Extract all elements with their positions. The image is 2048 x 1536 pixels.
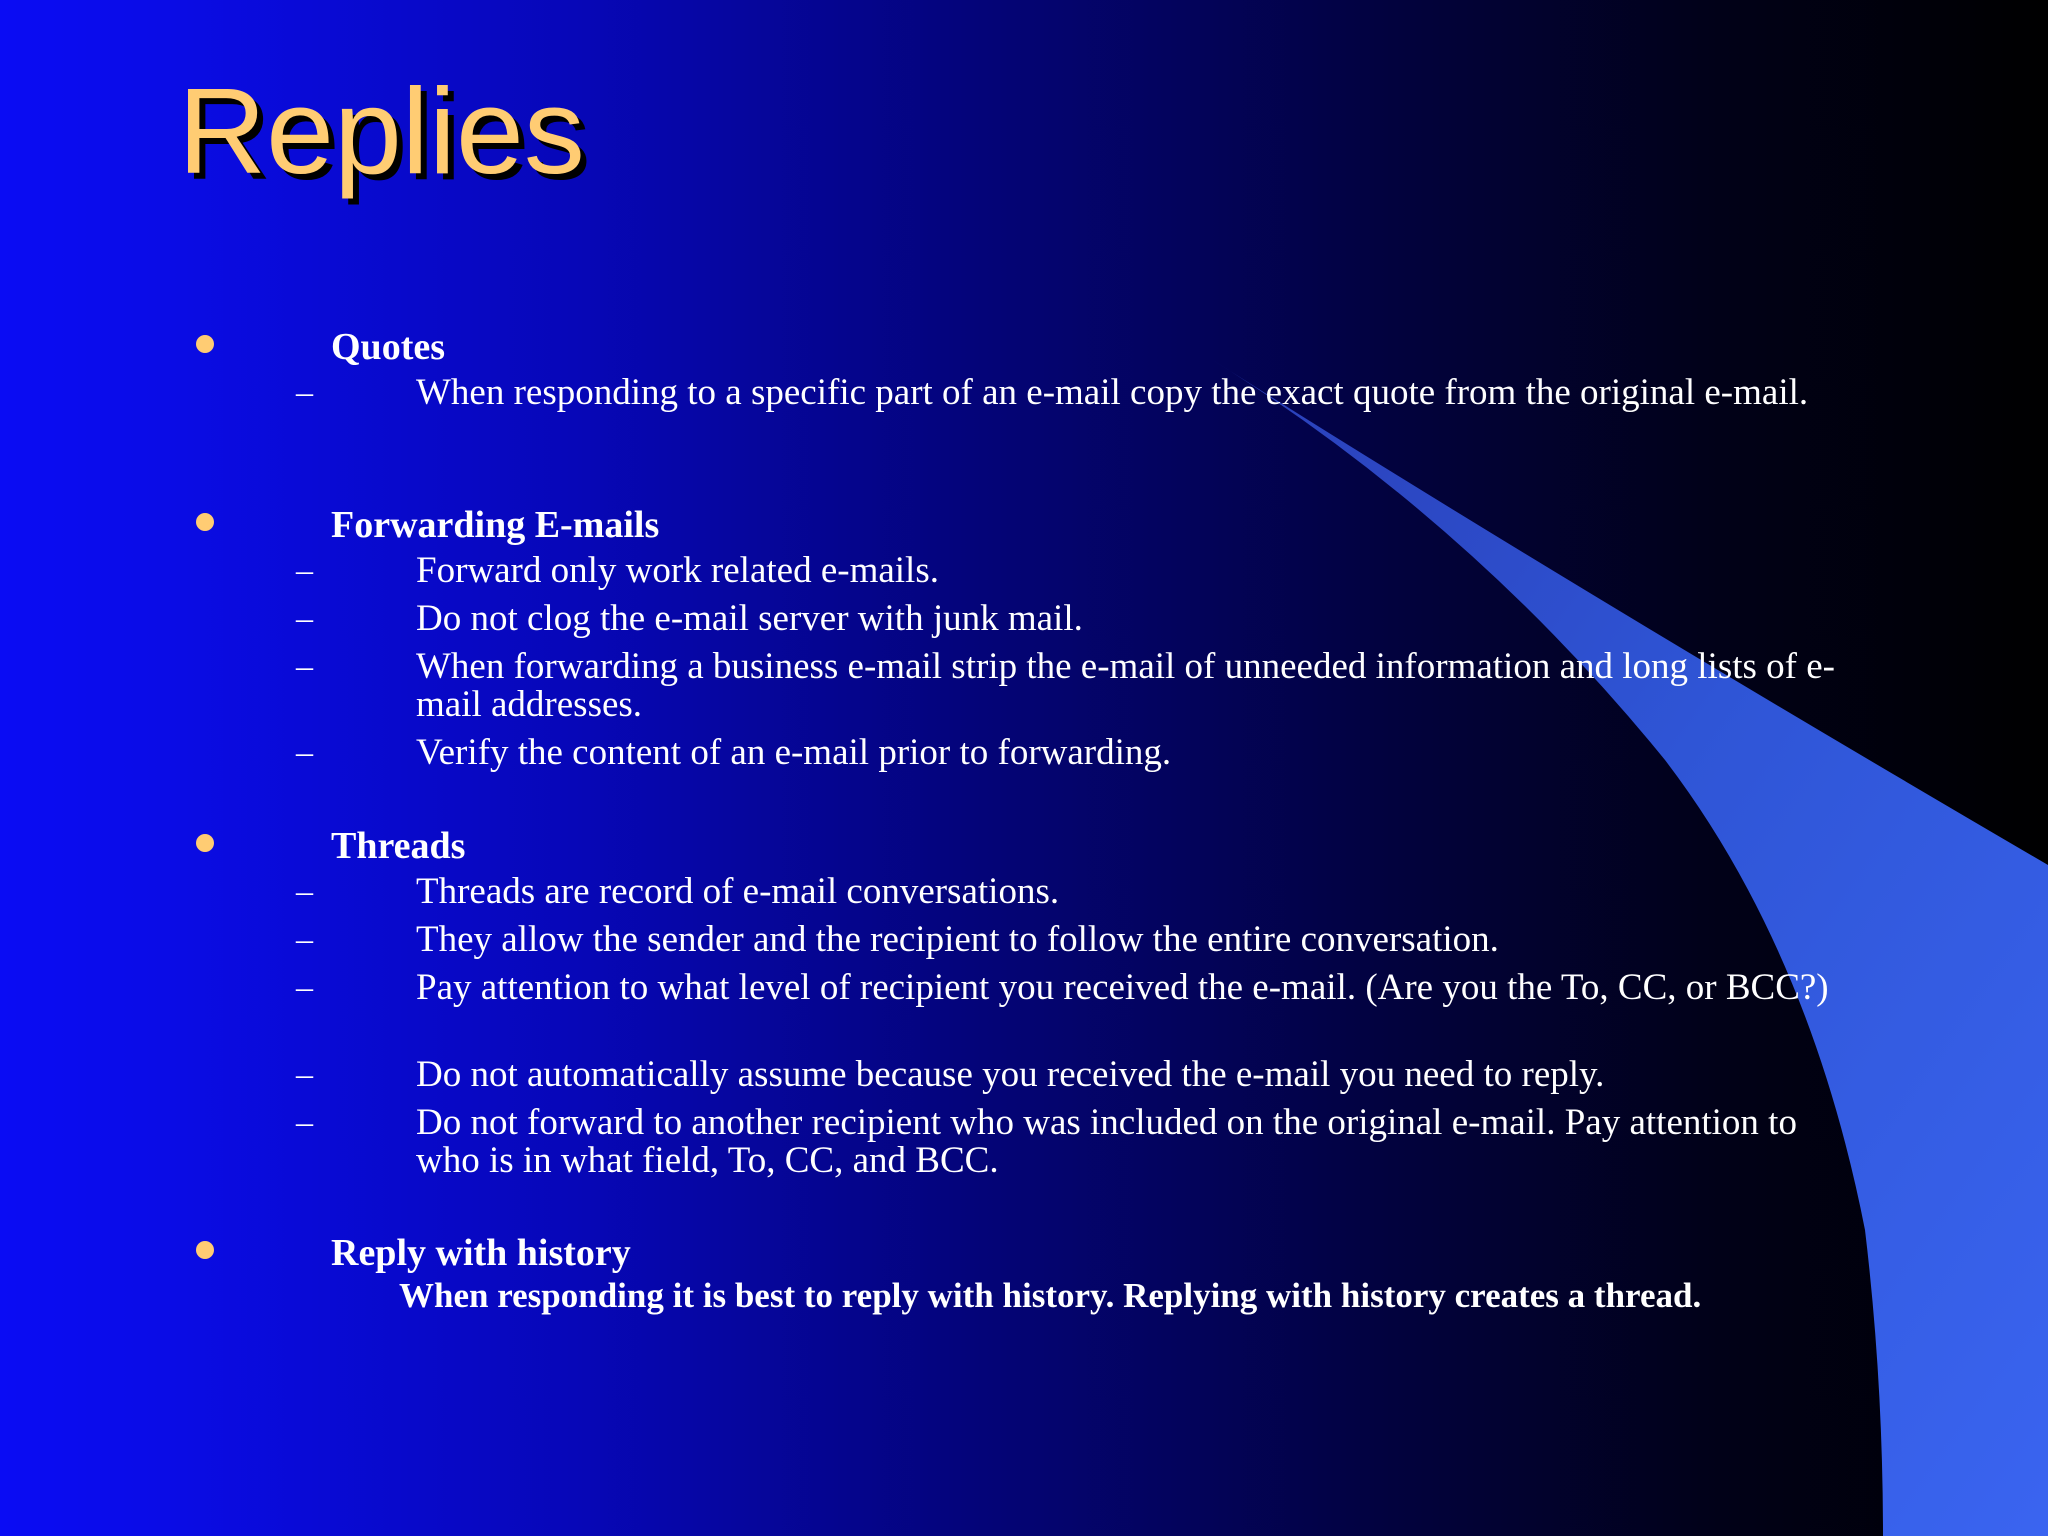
dash-icon: – (296, 374, 313, 411)
dash-icon: – (296, 552, 313, 589)
section-heading: Forwarding E-mails (331, 504, 660, 546)
dash-icon: – (296, 734, 313, 771)
list-item-text: Do not clog the e-mail server with junk mail. (416, 598, 1083, 639)
dash-icon: – (296, 600, 313, 637)
dash-icon: – (296, 921, 313, 958)
list-item-text: Do not automatically assume because you received the e-mail you need to reply. (416, 1054, 1605, 1095)
bullet-icon (196, 335, 214, 353)
dash-icon: – (296, 969, 313, 1006)
list-item-text: Threads are record of e-mail conversations. (416, 871, 1060, 912)
list-item-text: Do not forward to another recipient who was included on the original e-mail. Pay attention to who is in what field, To, CC, and BCC. (416, 1102, 1797, 1181)
section-heading: Reply with history (331, 1232, 631, 1274)
dash-icon: – (296, 1104, 313, 1141)
bullet-icon (196, 513, 214, 531)
dash-icon: – (296, 873, 313, 910)
section-heading: Threads (331, 825, 466, 867)
history-note: When responding it is best to reply with history. Replying with history creates a thread. (399, 1276, 1702, 1315)
slide-title: Replies (178, 63, 585, 199)
list-item-text: Pay attention to what level of recipient you received the e-mail. (Are you the To, CC, or BCC?) (416, 967, 1829, 1008)
dash-icon: – (296, 648, 313, 685)
bullet-icon (196, 834, 214, 852)
list-item-text: They allow the sender and the recipient to follow the entire conversation. (416, 919, 1499, 960)
section-heading: Quotes (331, 326, 445, 368)
list-item-text: Forward only work related e-mails. (416, 550, 939, 591)
list-item-text: Verify the content of an e-mail prior to forwarding. (416, 732, 1172, 773)
bullet-icon (196, 1241, 214, 1259)
dash-icon: – (296, 1056, 313, 1093)
list-item-text: When forwarding a business e-mail strip the e-mail of unneeded information and long lists of e-mail addresses. (416, 646, 1835, 725)
list-item-text: When responding to a specific part of an e-mail copy the exact quote from the original e-mail. (416, 372, 1809, 413)
